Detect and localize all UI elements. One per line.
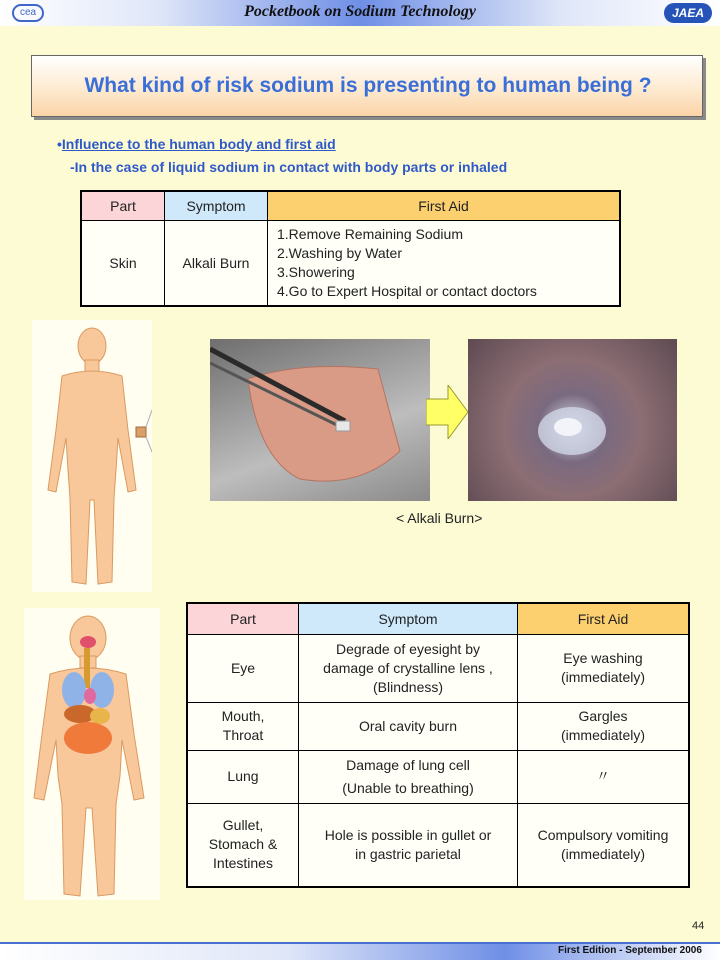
- first-aid-line: Eye washing: [563, 650, 643, 666]
- table-row: [187, 702, 689, 750]
- slide-title-box: [31, 55, 703, 117]
- first-aid-line: Compulsory vomiting: [537, 826, 669, 843]
- table1-header-symptom: Symptom: [165, 191, 268, 220]
- part-line: Intestines: [213, 855, 273, 872]
- first-aid-line: (immediately): [560, 727, 645, 743]
- symptom-line: damage of crystalline lens ,: [323, 659, 493, 676]
- table1-symptom-cell: Alkali Burn: [165, 220, 268, 306]
- table2-symptom-cell: [299, 750, 518, 803]
- part-line: Eye: [230, 659, 256, 676]
- table2-first-aid-cell: [518, 803, 690, 887]
- symptom-line: (Unable to breathing): [342, 779, 474, 796]
- body-organs-figure: [24, 608, 160, 900]
- cea-logo: cea: [12, 4, 44, 22]
- table2-first-aid-cell: [518, 634, 690, 702]
- first-aid-line: (immediately): [560, 669, 645, 685]
- symptom-line: Degrade of eyesight by: [336, 640, 480, 657]
- first-aid-step: 3.Showering: [277, 263, 355, 280]
- burn-closeup-icon: [468, 339, 677, 501]
- photo-caption: < Alkali Burn>: [396, 510, 483, 526]
- part-line: Throat: [222, 727, 264, 743]
- sodium-on-meat-photo: [210, 339, 430, 501]
- table2-header-first-aid: First Aid: [518, 603, 690, 634]
- table-row: [187, 750, 689, 803]
- table2-header-part: Part: [187, 603, 299, 634]
- header-bar: [0, 0, 720, 26]
- arrow-right-icon: [426, 385, 468, 439]
- table-row: [81, 220, 620, 306]
- table2-part-cell: [187, 634, 299, 702]
- part-line: Lung: [227, 768, 259, 784]
- edition-note: First Edition - September 2006: [558, 945, 702, 956]
- first-aid-line: (immediately): [560, 845, 645, 862]
- table-row: [187, 634, 689, 702]
- table2-part-cell: [187, 702, 299, 750]
- first-aid-line: Gargles: [578, 708, 628, 724]
- table2-first-aid-cell: [518, 702, 690, 750]
- table2-symptom-cell: [299, 702, 518, 750]
- table2-part-cell: [187, 750, 299, 803]
- symptom-line: (Blindness): [372, 678, 444, 695]
- part-line: Mouth,: [221, 708, 265, 724]
- human-body-icon: [32, 320, 152, 592]
- table2-first-aid-cell: [518, 750, 690, 803]
- table-row: [187, 803, 689, 887]
- first-aid-step: 4.Go to Expert Hospital or contact doctors: [277, 282, 537, 299]
- subtitle-line-1-text: Influence to the human body and first aid: [61, 136, 336, 152]
- part-line: Gullet,: [222, 817, 264, 834]
- jaea-logo: JAEA: [664, 3, 712, 23]
- skin-first-aid-table: [80, 190, 621, 307]
- ditto-mark: 〃: [596, 768, 610, 784]
- header-title: Pocketbook on Sodium Technology: [244, 3, 476, 20]
- subtitle-line-1: [57, 136, 336, 152]
- part-line: Stomach &: [208, 836, 278, 853]
- table2-header-symptom: Symptom: [299, 603, 518, 634]
- table2-part-cell: [187, 803, 299, 887]
- table2-symptom-cell: [299, 634, 518, 702]
- slide-title: What kind of risk sodium is presenting to human being ?: [84, 74, 652, 97]
- table1-part-cell: Skin: [81, 220, 165, 306]
- table1-first-aid-cell: [268, 220, 621, 306]
- organ-first-aid-table: [186, 602, 690, 888]
- footer-bar: [0, 944, 720, 960]
- bullet: •: [57, 136, 62, 152]
- symptom-line: Oral cavity burn: [358, 717, 458, 734]
- body-outline-figure: [32, 320, 152, 592]
- meat-photo-icon: [210, 339, 430, 501]
- symptom-line: in gastric parietal: [355, 845, 461, 862]
- human-organs-icon: [24, 608, 160, 900]
- table1-header-part: Part: [81, 191, 165, 220]
- table1-header-first-aid: First Aid: [268, 191, 621, 220]
- alkali-burn-closeup-photo: [468, 339, 677, 501]
- subtitle-line-2: -In the case of liquid sodium in contact with body parts or inhaled: [70, 159, 508, 175]
- symptom-line: Hole is possible in gullet or: [324, 826, 492, 843]
- symptom-line: Damage of lung cell: [346, 756, 470, 773]
- first-aid-step: 2.Washing by Water: [277, 244, 403, 261]
- table2-symptom-cell: [299, 803, 518, 887]
- page-number: 44: [692, 920, 705, 932]
- first-aid-step: 1.Remove Remaining Sodium: [277, 225, 463, 242]
